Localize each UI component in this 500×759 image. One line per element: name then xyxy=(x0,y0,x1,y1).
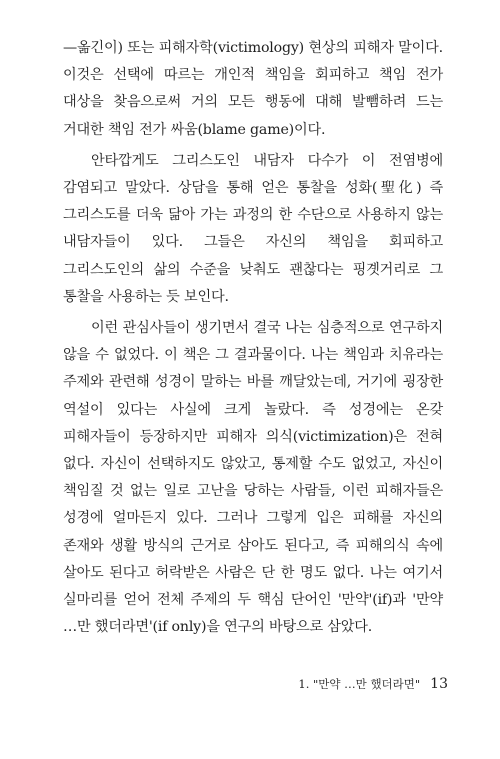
body-text xyxy=(63,35,443,645)
paragraph-3: 이런 관심사들이 생기면서 결국 나는 심층적으로 연구하지 않을 수 없었다. 이 책은 그 결과물이다. 나는 책임과 치유라는 주제와 관련해 성경이 말하는 바를 깨달았는데, 거기에 굉장한 역설이 있다는 사실에 크게 놀랐다. 즉 성경에는 온갖 피해자들이 등장하지만 피해자 의식(victimization)은 전혀 없다. 자신이 선택하지도 않았고, 통제할 수도 없었고, 자신이 책임질 것 없는 일로 고난을 당하는 사람들, 이런 피해자들은 성경에 얼마든지 있다. 그러나 그렇게 입은 피해를 자신의 존재와 생활 방식의 근거로 삼아도 된다고, 즉 피해의식 속에 살아도 된다고 허락받은 사람은 단 한 명도 없다. 나는 여기서 실마리를 얻어 전체 주제의 두 핵심 단어인 '만약'(if)과 '만약 …만 했더라면'(if only)을 연구의 바탕으로 삼았다. xyxy=(63,320,443,636)
running-chapter-title: 1. "만약 …만 했더라면" xyxy=(298,677,421,691)
paragraph-1: —옮긴이) 또는 피해자학(victimology) 현상의 피해자 말이다. 이것은 선택에 따르는 개인적 책임을 회피하고 책임 전가 대상을 찾음으로써 거의 모든 행동에 대해 발뺌하려 드는 거대한 책임 전가 싸움(blame game)이다. xyxy=(63,40,443,138)
paragraph-2: 안타깝게도 그리스도인 내담자 다수가 이 전염병에 감염되고 말았다. 상담을 통해 얻은 통찰을 성화(聖化) 즉 그리스도를 더욱 닮아 가는 과정의 한 수단으로 사용하지 않는 내담자들이 있다. 그들은 자신의 책임을 회피하고 그리스도인의 삶의 수준을 낮춰도 괜찮다는 핑곗거리로 그 통찰을 사용하는 듯 보인다. xyxy=(63,152,443,305)
page-number: 13 xyxy=(430,676,448,692)
page-footer xyxy=(298,676,448,692)
